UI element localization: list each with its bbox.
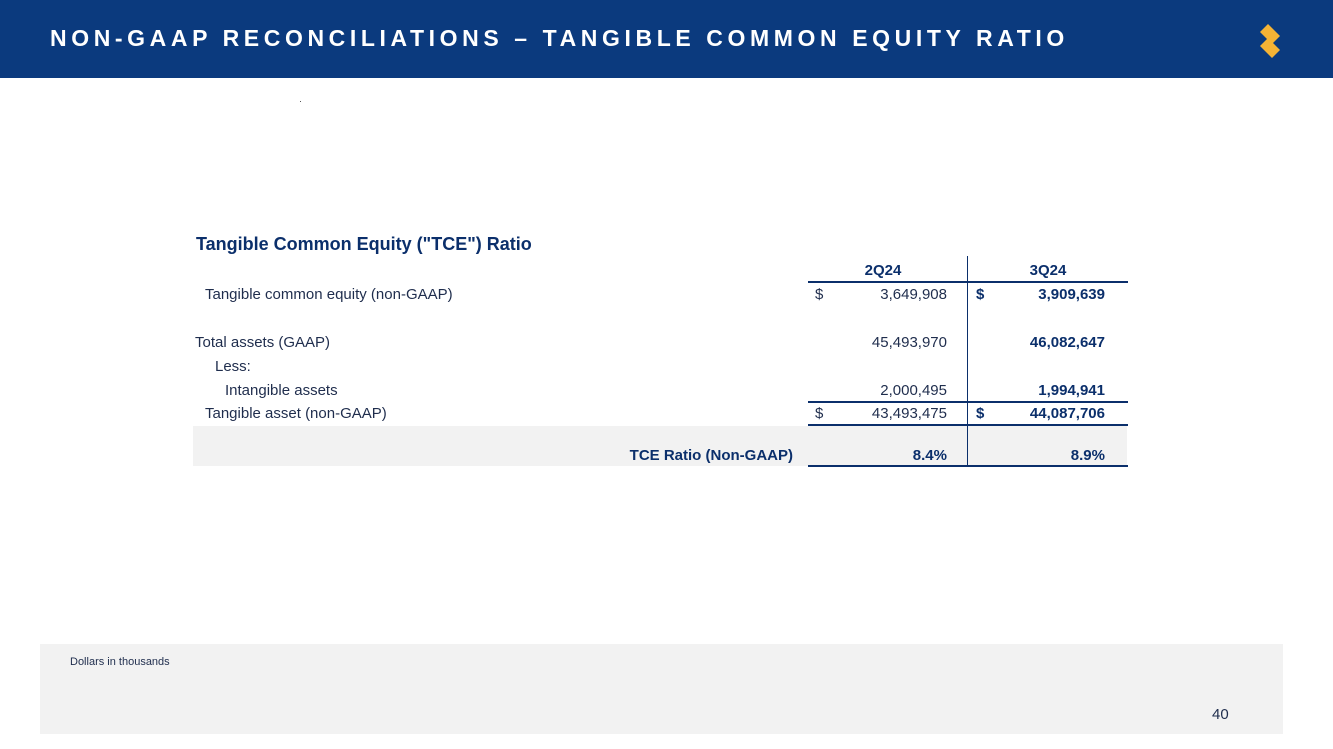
footnote: Dollars in thousands — [70, 656, 170, 668]
value-total-assets-2q24: 45,493,970 — [871, 334, 947, 351]
row-label-intangible-assets: Intangible assets — [225, 382, 338, 399]
column-divider-ratio — [967, 426, 968, 466]
value-total-assets-3q24: 46,082,647 — [1029, 334, 1105, 351]
page-title: NON-GAAP RECONCILIATIONS – TANGIBLE COMMON EQUITY RATIO — [50, 25, 1069, 51]
value-tce-ratio-3q24: 8.9% — [1070, 447, 1105, 464]
row-label-tangible-common-equity: Tangible common equity (non-GAAP) — [205, 286, 453, 303]
bank-logo-icon — [1254, 22, 1286, 60]
value-intangible-2q24: 2,000,495 — [880, 382, 947, 399]
value-tce-3q24: 3,909,639 — [1038, 286, 1105, 303]
column-header-2q24: 2Q24 — [864, 262, 902, 279]
value-tangible-assets-2q24: 43,493,475 — [871, 405, 947, 422]
value-tangible-assets-3q24: 44,087,706 — [1029, 405, 1105, 422]
subtotal-underline — [808, 401, 1128, 403]
row-label-tce-ratio: TCE Ratio (Non-GAAP) — [629, 447, 793, 464]
row-label-tangible-assets: Tangible asset (non-GAAP) — [205, 405, 387, 422]
stray-mark — [300, 101, 301, 102]
header-underline — [808, 281, 1128, 283]
value-intangible-3q24: 1,994,941 — [1038, 382, 1105, 399]
column-header-3q24: 3Q24 — [1029, 262, 1067, 279]
header-bar — [0, 0, 1333, 78]
value-tce-2q24: 3,649,908 — [880, 286, 947, 303]
row-label-less: Less: — [215, 358, 251, 375]
page-number: 40 — [1212, 706, 1229, 723]
currency-symbol: $ — [976, 405, 985, 422]
footer-band — [40, 644, 1283, 734]
table-title: Tangible Common Equity ("TCE") Ratio — [196, 234, 532, 254]
row-label-total-assets: Total assets (GAAP) — [195, 334, 331, 351]
currency-symbol: $ — [815, 405, 824, 422]
ratio-underline — [808, 465, 1128, 467]
currency-symbol: $ — [976, 286, 985, 303]
value-tce-ratio-2q24: 8.4% — [912, 447, 947, 464]
currency-symbol: $ — [815, 286, 824, 303]
